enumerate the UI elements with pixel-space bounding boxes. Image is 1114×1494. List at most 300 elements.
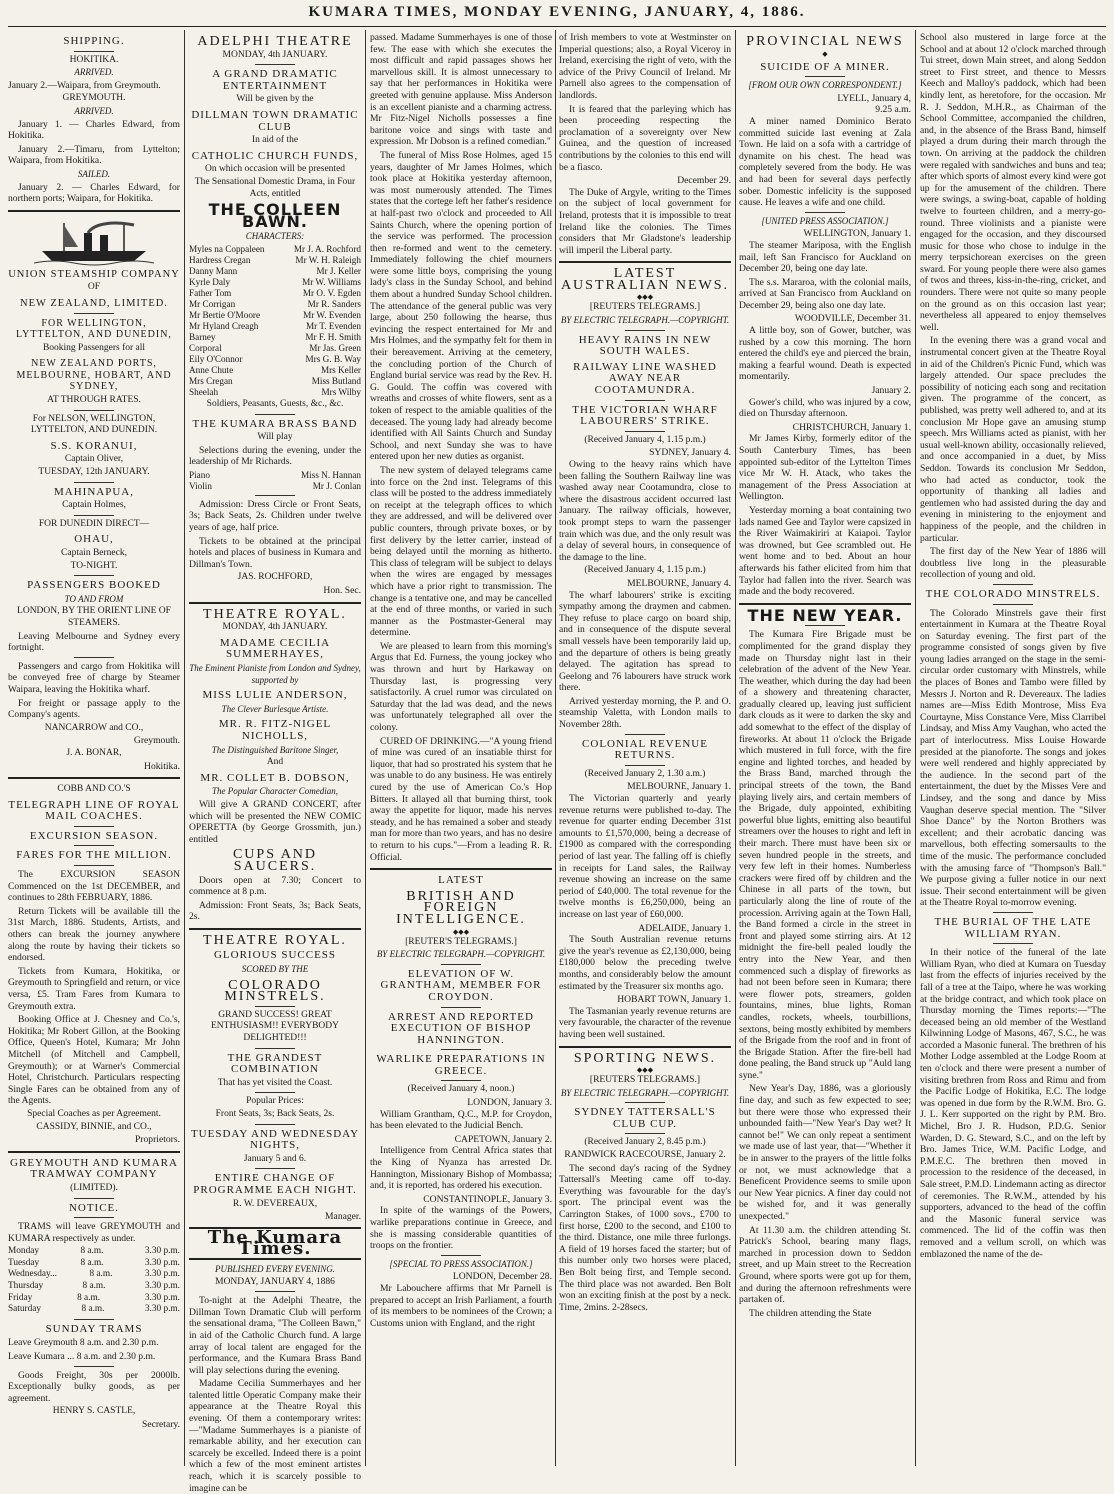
paragraph: We are pleased to learn from this morning's Argus that Ed. Furness, the young jockey who was thrown and hurt by Harkaway on Thursday last, is progressing very satisfactorily. A cruel rumor was circulated on Saturday that the lad was dead, and the news was unfortunately telegraphed all over the colony. [370,640,552,734]
signature-title: Secretary. [142,1419,180,1430]
divider [74,657,114,658]
heading: THE VICTORIAN WHARF LABOURERS' STRIKE. [572,403,718,428]
masthead-rule [8,26,1106,27]
date: MONDAY, JANUARY 4, 1886 [215,1276,335,1287]
text: Will be given by the [236,94,314,105]
actor: Mr J. Conlan [312,480,361,491]
paragraph: In the evening there was a grand vocal and instrumental concert given at the Theatre Royal in aid of the Children's Picnic Fund, which was largely attended. Our space precludes the possibility of noticing each song and recitation given. The programme of the concert, as published, was pretty well adhered to, and at its conclusion Mr Hope gave an amusing stump speech. Mrs Williams acted as pianist, with her usual well-known ability, occasionally relieved, and once accompanied in a duet, by Miss Seddon. Towards its conclusion Mr Seddon, who had acted as conductor, took the opportunity of thanking all ladies and gentlemen who had assisted during the day and evening in ministering to the enjoyment and happiness of the people, and the children in particular. [920,335,1106,544]
role: Danny Mann [189,265,238,276]
paragraph: A miner named Dominico Berato committed suicide last evening at Zala Town. He laid on a sofa with a cartridge of dynamite on his chest. The head was completely severed from the body. He was and had been for several days perfectly sober. Domestic infelicity is the supposed cause. He leaves a wife and one child. [739,115,911,209]
subhead: [UNITED PRESS ASSOCIATION.] [761,215,889,226]
heading: CATHOLIC CHURCH FUNDS, [191,149,359,162]
ornament: ◆◆◆ [636,1066,654,1075]
timetable-row [8,1269,180,1281]
paragraph: Selections during the evening, under the leadership of Mr Richards. [189,444,361,468]
text: In aid of the [251,135,299,146]
cast-row [189,321,361,332]
cast-row [189,255,361,266]
column-6 [920,32,1106,1468]
paragraph: The Colorado Minstrels gave their first entertainment in Kumara at the Theatre Royal on Saturday evening. The first part of the programme consisted of songs given by five young ladies arranged on the stage in the semi-circular order customary with Minstrels, while the places of Bones and Tambo were filled by Messrs J. Norton and R. Devereaux. The ladies names are—Miss Edith Montrose, Miss Eva Courtayne, Miss Constance Vere, Miss Clarribel Lindsay, and Miss Amy Vaughan, who acted the part of interlocutress. Miss Louise Howarde presided at the pianoforte. The songs and jokes were well rendered and highly appreciated by the audience. In the second part of the entertainment, the duet by the Misses Vere and Lindsey, and the song and dance by Miss Vaughan deserve special mention. The "Silver Shoe Dance" by the Norton Brothers was excellent; and their acrobatic dancing was marvellous, both effecting somersaults to the time of the music. The performance concluded with the amusing farce of "Thompson's Ball." We purpose giving a fuller notice in our next issue. Their second entertainment will be given at the Theatre Royal to-morrow evening. [920,607,1106,909]
signature: CASSIDY, BINNIE, and CO., [36,1121,152,1132]
dateline: ADELAIDE, January 1. [638,922,731,934]
ship-entry: January 2.—Waipara, from Greymouth. [8,79,161,91]
port-heading: HOKITIKA. [69,54,119,65]
timetable-row [8,1293,180,1305]
text: GRAND SUCCESS! GREAT ENTHUSIASM!! EVERYBODY DELIGHTED!!! [211,1009,339,1044]
text: That has yet visited the Coast. [217,1077,333,1088]
divider [441,1255,481,1256]
pm-time: 3.30 p.m. [144,1281,180,1292]
cast-row [189,481,361,492]
heading: NOTICE. [68,1201,120,1214]
column-4 [559,32,731,1468]
theatre-heading: THEATRE ROYAL. [203,606,347,622]
route: For NELSON, WELLINGTON, LYTTELTON, AND DUNEDIN. [30,413,158,436]
cast-row [189,299,361,310]
paragraph: Admission: Dress Circle or Front Seats, 3s; Back Seats, 2s. Children under twelve years of age, half price. [189,498,361,534]
ornament: ◆◆◆ [636,293,654,302]
paragraph: Will give A GRAND CONCERT, after which will be presented the NEW COMIC OPERETTA (by George Grossmith, jun.) entitled [189,798,361,845]
paragraph: The Duke of Argyle, writing to the Times on the subject of local government for Ireland, protests that it is impossible to treat Ireland like the colonies. The Times considers that Mr Gladstone's leadership will imperil the Liberal party. [559,186,731,256]
divider [625,1133,665,1134]
ornament: ◆◆◆ [452,927,470,936]
cast-row [189,387,361,398]
paragraph: To-night at the Adelphi Theatre, the Dillman Town Dramatic Club will perform the sensational drama, "The Colleen Bawn," in aid of the Catholic Church fund. A large array of local talent are engaged for the performance, and the Kumara Brass Band will play selections during the evening. [189,1295,361,1376]
heading: COLONIAL REVENUE RETURNS. [582,737,708,762]
actor: Mr W. Evenden [303,309,361,320]
paragraph: The EXCURSION SEASON Commenced on the 1st DECEMBER, and continues to 28th FEBRUARY, 1886. [8,869,180,904]
dateline: LONDON, January 3. [467,1097,552,1109]
divider [74,845,114,846]
agent-name: NANCARROW and CO., [44,722,144,733]
divider [441,964,481,965]
day: Wednesday... [8,1269,57,1280]
section-heading: SPORTING NEWS. [573,1050,717,1066]
actor: Mr R. Sanders [307,298,361,309]
column-rule [915,30,916,1466]
paragraph: The Kumara Fire Brigade must be complimented for the grand display they made on Thursday night last in their celebration of the advent of the New Year. The weather, which during the day had been of a showery and threatening character, gradually cleared up, leaving just sufficient dark clouds as it were to darken the sky and add somewhat to the effect of the display of fireworks. At about 11 o'clock the Brigade which mustered in full force, with the fire engine and lighted torches, and headed by the Brass Band, marched through the principal streets of the town, the Band playing lively airs, and certain members of the Brigade, duly appointed, exhibiting powerful blue lights, emitting also beautiful streamers over the houses to right and left in their march. There must have been six or seven hundred people in the streets, and very few left in their homes. Numberless crackers were fired off by children and the Chinese in all parts of the town, but particularly along the line of route of the procession. Arriving again at the Town Hall, the Band formed a circle in the street in front and played some stirring airs. At 12 midnight the fire-bell pealed loudly the entry into the New Year, and then commenced such a display of fireworks as had not been before seen in Kumara; there were flower pots, streamers, golden fountains, mines, blue lights, Roman candles, rockets, wheels, tourbillions, sextons, being mostly exhibited by members of the Brigade from the roof and in front of the Brigade Station. After the fire-bell had done pealing, the Band struck up "Auld lang syne." [739,629,911,1081]
pm-time: 3.30 p.m. [144,1257,180,1268]
divider [255,1124,295,1125]
text: The Sensational Domestic Drama, in Four Acts, entitled [194,176,356,199]
cast-row [189,376,361,387]
divider [255,64,295,65]
paragraph: At 11.30 a.m. the children attending St. Patrick's School, bearing many flags, marched in procession down to Seddon street, and up Main street to the Recreation Ground, where sports were got up for them, and during the afternoon refreshments were partaken of. [739,1224,911,1306]
column-rule [365,30,366,1466]
company-name: UNION STEAMSHIP COMPANY [8,268,180,280]
heading: TELEGRAPH LINE OF ROYAL MAIL COACHES. [8,798,180,823]
heading: ENTIRE CHANGE OF PROGRAMME EACH NIGHT. [193,1172,357,1196]
paragraph: Mr Labouchere affirms that Mr Parnell is prepared to accept an Irish Parliament, a fourth of its members to be nominees of the Crown; a Customs union with England, and the right [370,1282,552,1329]
text: Will play [257,432,293,443]
dateline: (Received January 4, 1.15 p.m.) [584,565,706,576]
paragraph: The Victorian quarterly and yearly revenue returns were published to-day. The revenue for quarter ending December 31st amounts to £1,570,000, being a decrease of £1900 as compared with the corresponding period of last year. The falling off is chiefly in receipts for Land sales, the Railway revenue showing an increase on the same period of £40,000. The total revenue for the twelve months is £6,250,000, being an increase on last year of £60,000. [559,793,731,920]
actor: Mr F. H. Smith [305,331,361,342]
cast-row [189,244,361,255]
divider [74,1198,114,1199]
dateline: WELLINGTON, January 1. [803,228,911,240]
paragraph: It is feared that the parleying which has been proceeding respecting the proclamation of a sovereignty over New Guinea, and the question of increased contributions by the colonies to this end will be a fiasco. [559,103,731,173]
paragraph: passed. Madame Summerhayes is one of those few. The ease with which she executes the most difficult and rapid passages shows her marvellous skill. It is almost unnecessary to say that her performances in Hokitika were greeted with genuine applause. Miss Anderson is an excellent pianiste and a charming actress. Mr Fitz-Nigel Nicholls possesses a fine baritone voice and sings with taste and expression. Mr Dobson is a refined comedian." [370,32,552,148]
divider [74,826,114,827]
timetable-row [8,1304,180,1316]
signature-title: Hon. Sec. [323,585,361,597]
text: And [266,757,284,768]
paragraph: Intelligence from Central Africa states that the King of Nyanza has arrested Dr. Hannington, Missionary Bishop of Mombassa; and, it is reported, has ordered his execution. [370,1145,552,1192]
divider [559,261,731,263]
actor: Mr J. A. Rochford [293,243,361,254]
actor: Mr Jas. Green [309,342,361,353]
heading: THE COLORADO MINSTRELS. [925,587,1101,600]
divider [255,495,295,496]
timetable-row [8,1246,180,1258]
divider [370,868,552,870]
subhead: [REUTERS TELEGRAMS.] [589,1075,701,1086]
dateline: January 2. [871,385,911,397]
paragraph: The children attending the State [749,1307,872,1319]
divider [74,515,114,516]
dateline: (Received January 2, 8.45 p.m.) [584,1137,706,1148]
paragraph: In spite of the warnings of the Powers, warlike preparations continue in Greece, and she is massing considerable quantities of troops on the frontier. [370,1205,552,1252]
dateline: CONSTANTINOPLE, January 3. [423,1193,552,1205]
day: Friday [8,1292,33,1303]
cast-row [189,365,361,376]
divider [74,1319,114,1320]
divider [74,410,114,411]
divider [625,1102,665,1103]
divider [74,51,114,52]
paragraph: The wharf labourers' strike is exciting sympathy among the draymen and cabmen. They refuse to place cargo on board ship, and in consequence of the dispute several small vessels have been temporarily laid up, and the departure of others is being greatly delayed. The agitation has spread to Geelong and 76 labourers have struck work there. [559,589,731,694]
dateline: WOODVILLE, December 31. [794,313,911,325]
divider [189,928,361,930]
heading: PASSENGERS BOOKED [27,579,161,592]
port-heading: GREYMOUTH. [62,93,126,104]
role: Mr Bertie O'Moore [189,309,261,320]
divider [441,1007,481,1008]
heading: COLORADO MINSTRELS. [224,977,326,1005]
signature-title: Proprietors. [134,1134,180,1146]
subhead: [FROM OUR OWN CORRESPONDENT.] [748,80,902,91]
actor: Mr W. Williams [302,276,361,287]
heading: MADAME CECILIA SUMMERHAYES, [219,636,331,661]
newspaper-title: The Kumara Times. [189,1227,361,1260]
subhead: BY ELECTRIC TELEGRAPH.—COPYRIGHT. [376,949,546,960]
note: Special Coaches as per Agreement. [27,1108,161,1119]
paragraph: School also mustered in large force at the School and at about 12 o'clock marched through Tui street, down Main street, and along Seddon street to First street, and thence to Messrs Keech and Malloy's paddock, which had been kindly lent, as heretofore, for the occasion. Mr R. J. Seddon, M.H.R., as Chairman of the School Committee, accompanied the children, and, in the absence of the Brass Band, himself played a drum during their march through the town. On arriving at the paddock the children were regaled with sandwiches and buns and tea; after which sports of almost every kind were got up for the amusement of the children. There were swings, a swing-boat, capable of holding twelve to fourteen children, and a merry-go-round. Three violinists and a pianiste were engaged for the occasion, and they discoursed music for those who chose to indulge in the merry terpsichorean exercises on the green sward. For young people there were also games of twos and threes, kiss-in-the-ring, cricket, and rounders. There were not quite so many people on the ground as on this occasion last year; nevertheless all appeared to enjoy themselves well. [920,32,1106,333]
divider [993,604,1033,605]
heading: A GRAND DRAMATIC ENTERTAINMENT [212,68,338,92]
cast-row [189,310,361,321]
paragraph: Leave Kumara ... 8 a.m. and 2.30 p.m. [8,1351,156,1363]
shipping-heading: SHIPPING. [63,35,125,47]
paragraph: Leaving Melbourne and Sydney every fortnight. [8,630,180,654]
pm-time: 3.30 p.m. [144,1304,180,1315]
divider [255,1291,295,1292]
cast-row [189,343,361,354]
column-rule [184,30,185,1466]
divider [8,210,180,212]
theatre-heading: THEATRE ROYAL. [203,932,347,948]
role: Kyrle Daly [189,276,231,287]
ornament: ◆ [822,49,828,58]
role: Piano [189,469,210,480]
date: MONDAY, 4th JANUARY. [222,622,328,633]
section-heading: LATEST AUSTRALIAN NEWS. [560,266,730,293]
role: Corporal [189,342,222,353]
actor: Mrs G. B. Way [305,353,361,364]
cast-row [189,266,361,277]
role: Anne Chute [189,364,234,375]
subhead: TO AND FROM [64,593,124,604]
paragraph: Return Tickets will be available till the 31st March, 1886. Students, Artists, and others can break the journey anywhere along the route by having their tickets so endorsed. [8,905,180,964]
divider [993,943,1033,944]
actor: Mr T. Evenden [305,320,361,331]
paragraph: TRAMS will leave GREYMOUTH and KUMARA respectively as under. [8,1221,180,1244]
divider [8,777,180,779]
divider [255,1006,295,1007]
role: Mrs Cregan [189,375,233,386]
divider [559,1046,731,1048]
day: Thursday [8,1281,44,1292]
heading: MISS LULIE ANDERSON, [202,689,348,702]
role: Barney [189,331,216,342]
divider [74,1366,114,1367]
captain: Captain Oliver, [64,454,124,465]
am-time: 8 a.m. [81,1304,105,1315]
divider [74,1217,114,1218]
section-heading: PROVINCIAL NEWS [746,34,904,49]
divider [625,400,665,401]
role: Father Tom [189,287,232,298]
dateline: MELBOURNE, January 4. [627,577,731,589]
route: FOR DUNEDIN DIRECT— [38,518,150,529]
ship-entry: January 2. — Charles Edward, for northern ports; Waipara, for Hokitika. [8,181,180,205]
divider [441,1049,481,1050]
ship-entry: January 2.—Timaru, from Lyttelton; Waipara, from Hokitika. [8,143,180,167]
heading: EXCURSION SEASON. [29,829,159,842]
heading: HEAVY RAINS IN NEW SOUTH WALES. [578,333,712,358]
agent-location: Hokitika. [144,760,180,772]
paragraph: Yesterday morning a boat containing two lads named Gee and Taylor were capsized in the River Waimakiriri at Kaiapoi. Taylor was drowned, but Gee scrambled out. He went home and to bed. About an hour afterwards his father elicited from him that Taylor had fallen into the river. Search was made and the body recovered. [739,504,911,598]
paragraph: New Year's Day, 1886, was a gloriously fine day, and such as few expected to see; but there were those who expressed their unbounded faith—"New Year's Day wet? It cannot be!" We can only repeat a sentiment we made use of last year, that—"Whether it be in answer to the prayers of the little folks or not, we must acknowledge that a Beneficent Providence seems to smile upon our New Year picnics. A finer day could not be wished for, and it was generally unexpected." [739,1083,911,1222]
dateline: HOBART TOWN, January 1. [617,994,731,1006]
divider [441,1080,481,1081]
paragraph: Doors open at 7.30; Concert to commence at 8 p.m. [189,874,361,898]
dateline: December 29. [677,175,731,187]
heading: THE BURIAL OF THE LATE WILLIAM RYAN. [934,915,1092,940]
divider [739,603,911,605]
paragraph: Mr James Kirby, formerly editor of the South Canterbury Times, has been appointed sub-editor of the Lyttelton Times vice Mr W. H. Atack, who takes the management of the Press Association at Wellington. [739,433,911,503]
divider [8,1151,180,1153]
actor: Mr W. H. Raleigh [295,254,361,265]
actor: Mr O. V. Egden [302,287,361,298]
am-time: 8 a.m. [80,1246,104,1257]
agent-name: J. A. BONAR, [66,747,122,758]
signature: R. W. DEVEREAUX, [232,1198,318,1209]
column-1 [8,32,180,1468]
divider [74,482,114,483]
paragraph: A little boy, son of Gower, butcher, was rushed by a cow this morning. The horn entered the child's eye and pierced the brain, making a fearful wound. Death is expected momentarily. [739,325,911,383]
paragraph: The second day's racing of the Sydney Tattersall's Meeting came off to-day. Everything was favourable for the day's sport. The principal event was the Carrington Stakes, of 1000 sovs., £700 to first horse, £200 to the second, and £100 to the third. Distance, one mile three furlongs. A field of 19 horses faced the starter; but of this number only two horses were placed, Ben Bolt being first, and Temple second. The third place was not awarded. Ben Bolt won an exciting finish at the post by a neck. Time, 2mins. 2-28secs. [559,1162,731,1313]
text: The Popular Character Comedian, [212,786,338,797]
paragraph: Tickets to be obtained at the principal hotels and places of business in Kumara and Dillman's Town. [189,535,361,570]
paragraph: Goods Freight, 30s per 2000lb. Exceptionally bulky goods, as per agreement. [8,1369,180,1404]
dateline: (Received January 4, noon.) [407,1084,515,1095]
actor: Mrs Wilby [321,386,361,397]
paragraph: The steamer Mariposa, with the English mail, left San Francisco for Auckland on December 20, being one day late. [739,239,911,275]
role: Eily O'Connor [189,353,243,364]
role: Sheelah [189,386,219,397]
day: Saturday [8,1304,42,1315]
section-heading: THE NEW YEAR. [747,605,903,625]
subhead: ARRIVED. [74,105,114,116]
am-time: 8 a.m. [82,1281,106,1292]
pm-time: 3.30 p.m. [144,1246,180,1257]
day: Tuesday [8,1257,40,1268]
column-rule [735,30,736,1466]
divider [74,865,114,866]
cast-row [189,288,361,299]
paragraph: Madame Cecilia Summerhayes and her talented little Operatic Company make their appearance at the Theatre Royal this evening. Of them a contemporary writes:—"Madame Summerhayes is a pianiste of remarkable ability, and her execution can scarcely be excelled. Indeed there is a point which a few of the most eminent artistes reach, which it is scarcely possible to imagine can be [189,1378,361,1494]
masthead: KUMARA TIMES, MONDAY EVENING, JANUARY, 4, 1886. [308,4,806,20]
paragraph: Gower's child, who was injured by a cow, died on Thursday afternoon. [739,396,911,420]
play-title: THE COLLEEN BAWN. [208,200,342,231]
role: Myles na Coppaleen [189,243,265,254]
day: Monday [8,1246,39,1257]
paragraph: The funeral of Miss Rose Holmes, aged 15 years, daughter of Mr James Holmes, which took place at Hokitika yesterday afternoon, was most numerously attended. The Times states that the cortege left her father's residence at half-past two o'clock and proceeded to All Saints Church, where the opening portion of the service was performed. The procession then re-formed and went to the cemetery. Immediately following the chief mourners were some little boys, comprising the young lady's class in the Sunday School, and behind them about a hundred Sunday School children. The attendance of the general public was very large, about 250 following the hearse, thus evincing the respect entertained for Mr and Mrs Holmes, and the sympathy felt for them in their bereavement. Arriving at the cemetery, the concluding portion of the Church of England burial service was read by the Rev. H. G. Gould. The coffin was covered with wreaths and crosses of white flowers, sent as a token of respect to the amiable qualities of the deceased. The young lady had already become identified with All Saints Church and Sunday School, and next Sunday she was to have entered upon her new duties as organist. [370,149,552,463]
heading: SYDNEY TATTERSALL'S CLUB CUP. [574,1106,716,1130]
text: The Distinguished Baritone Singer, [211,744,339,755]
steamship-icon [34,217,154,265]
ship-name: OHAU, [74,533,114,546]
actor: Mr J. Keller [316,265,361,276]
text: Popular Prices: [246,1096,304,1107]
subhead: SCORED BY THE [241,964,309,975]
subhead: PUBLISHED EVERY EVENING. [214,1263,336,1274]
column-rule [555,30,556,1466]
subhead: SAILED. [77,168,111,179]
company-of: OF [87,282,101,293]
paragraph: For freight or passage apply to the Company's agents. [8,697,180,721]
paragraph: William Grantham, Q.C., M.P. for Croydon, has been elevated to the Judicial Bench. [370,1108,552,1132]
pm-time: 3.30 p.m. [144,1269,180,1280]
column-2 [189,32,361,1494]
pm-time: 3.30 p.m. [144,1292,180,1303]
dateline: (Received January 4, 1.15 p.m.) [584,434,706,445]
heading: FARES FOR THE MILLION. [16,849,172,862]
date: MONDAY, 4th JANUARY. [222,49,328,60]
heading: THE KUMARA BRASS BAND [192,417,358,430]
paragraph: The Tasmanian yearly revenue returns are very favourable, the character of the revenue having been well sustained. [559,1005,731,1040]
rates: AT THROUGH RATES. [47,395,141,406]
divider [805,212,845,213]
subhead: CHARACTERS: [245,231,305,242]
heading: LATEST [438,874,484,887]
dateline: 9.25 a.m. [875,104,911,116]
subhead: [SPECIAL TO PRESS ASSOCIATION.] [389,1258,533,1269]
paragraph: Owing to the heavy rains which have been falling the Southern Railway line was washed away near Cootamundra, close to where the disastrous accident occurred last January. The railway officials, however, took prompt steps to warn the passenger train which was due, and the only result was a delay of several hours, in consequence of the damage to the line. [559,459,731,563]
dateline: MELBOURNE, January 1. [627,781,731,793]
operetta-title: CUPS AND SAUCERS. [232,847,318,874]
divider [625,765,665,766]
role: Hardress Cregan [189,254,251,265]
heading: COBB AND CO.'S [57,784,131,795]
divider [625,330,665,331]
text: Soldiers, Peasants, Guests, &c., &c. [206,398,344,409]
divider [255,1048,295,1049]
heading: GLORIOUS SUCCESS [213,949,337,962]
am-time: 8 a.m. [80,1257,104,1268]
divider [805,76,845,77]
actor: Miss N. Hannan [301,469,361,480]
text: The Eminent Pianiste from London and Sydney, supported by [189,663,361,685]
cast-row [189,332,361,343]
paragraph: Admission: Front Seats, 3s; Back Seats, 2s. [189,899,361,923]
heading: TUESDAY AND WEDNESDAY NIGHTS, [190,1127,360,1152]
divider [189,602,361,604]
text: January 5 and 6. [243,1153,307,1164]
divider [993,584,1033,585]
signature-title: Manager. [325,1211,361,1223]
route: FOR WELLINGTON, LYTTELTON, AND DUNEDIN, [16,317,172,341]
paragraph: In their notice of the funeral of the late William Ryan, who died at Kumara on Tuesday last from the effects of injuries received by the fall of a tree at the Taipo, where he was working at the bridge contract, and which took place on Thursday morning the Times reports:—"The deceased being an old member of the Westland Kilwinning Lodge of Masons, 467, S.C., he was accorded a Masonic funeral. The brethren of his Mother Lodge assembled at the Lodge Room at ten o'clock and there were present a number of visiting brethren from Ross and Rimu and from the Pacific Lodge of Hokitika, E.C. The lodge was opened in due form by the R.W.M. Bro. G. J. L. Kerr supported on the right by P.M. Bro. Michel, Bro J. R. Hudson, P.D.G. Senior Warden, D. G. Steward, S.C., and on the left by Bro. James Trice, W.M. Pacific Lodge, and P.M.E.C. The brethren then moved in procession to the residence of the deceased, in Sale street, P.M.D. Lindemann acting as director of ceremonies. The R.W.M., attended by his supporters, advanced to the head of the coffin and the Masonic funeral service was commenced. The lid of the coffin was then removed and a vellum scroll, on which was emblazoned the name of the de- [920,947,1106,1260]
dateline: (Received January 2, 1.30 a.m.) [584,768,706,779]
role: Violin [189,480,212,491]
subhead: ARRIVED. [74,67,114,78]
dateline: CAPETOWN, January 2. [454,1133,552,1145]
timetable-row [8,1281,180,1293]
actor: Mrs Keller [320,364,361,375]
divider [255,1168,295,1169]
signature: HENRY S. CASTLE, [52,1406,136,1417]
paragraph: Leave Greymouth 8 a.m. and 2.30 p.m. [8,1337,159,1349]
signature: JAS. ROCHFORD, [237,572,313,583]
role: Mr Hyland Creagh [189,320,259,331]
heading: DILLMAN TOWN DRAMATIC CLUB [191,108,359,133]
subhead: (LIMITED). [70,1182,118,1193]
paragraph: Passengers and cargo from Hokitika will be conveyed free of charge by Steamer Waipara, leaving the Hokitika wharf. [8,660,180,695]
ship-entry: January 1. — Charles Edward, from Hokitika. [8,118,180,142]
divider [74,313,114,314]
heading: SUNDAY TRAMS [45,1322,143,1335]
subhead: [REUTER'S TELEGRAMS.] [405,936,517,947]
heading: RAILWAY LINE WASHED AWAY NEAR COOTAMUNDRA. [573,360,717,397]
text: The Clever Burlesque Artiste. [221,703,329,714]
heading: WARLIKE PREPARATIONS IN GREECE. [376,1053,546,1077]
dateline: CHRISTCHURCH, January 1. [792,421,911,433]
heading: ARREST AND REPORTED EXECUTION OF BISHOP HANNINGTON. [388,1010,534,1046]
role: Mr Corrigan [189,298,236,309]
actor: Miss Butland [311,375,361,386]
section-heading: BRITISH AND FOREIGN INTELLIGENCE. [396,888,526,927]
heading: GREYMOUTH AND KUMARA TRAMWAY COMPANY [10,1156,178,1181]
theatre-heading: ADELPHI THEATRE [197,34,353,49]
heading: MR. COLLET B. DOBSON, [200,771,350,784]
captain: Captain Holmes, [62,500,126,511]
route: NEW ZEALAND PORTS, MELBOURNE, HOBART, AND SYDNEY, [16,358,172,393]
paragraph: The s.s. Mararoa, with the colonial mails, arrived at San Francisco from Auckland on December 29, being also one day late. [739,276,911,311]
ship-name: MAHINAPUA, [54,485,134,498]
text: Front Seats, 3s; Back Seats, 2s. [215,1109,335,1119]
booking-text: Booking Passengers for all [42,342,146,353]
am-time: 8 a.m. [77,1292,101,1303]
divider [255,1092,295,1093]
timetable-row [8,1258,180,1270]
heading: THE GRANDEST COMBINATION [227,1051,323,1076]
captain: Captain Berneck, [61,548,127,558]
heading: MR. R. FITZ-NIGEL NICHOLLS, [218,718,332,742]
ship-name: S.S. KORANUI, [50,439,138,452]
